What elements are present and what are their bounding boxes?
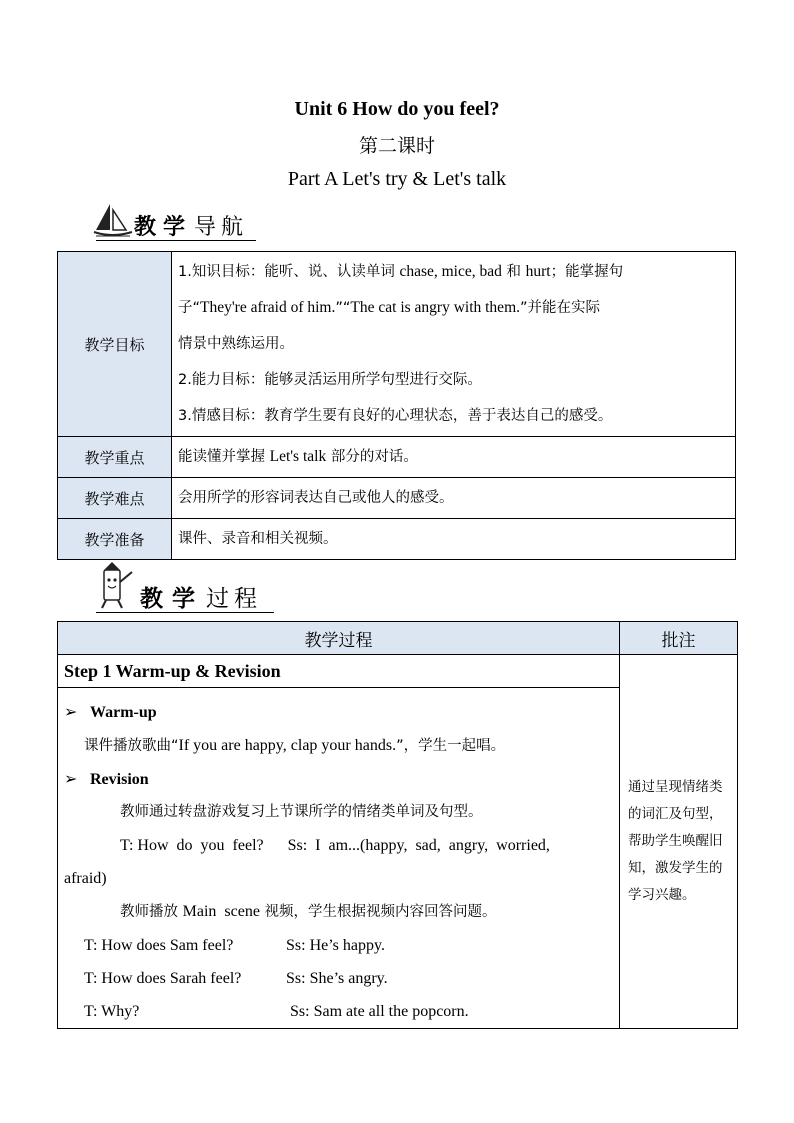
qa-line: T: Why? Ss: Sam ate all the popcorn.: [84, 1003, 469, 1020]
qa-line: T: How does Sam feel? Ss: He’s happy.: [84, 937, 385, 954]
sailboat-icon: [92, 200, 136, 240]
goal-line: 情景中熟练运用。: [178, 336, 294, 352]
pencil-character-icon: [92, 562, 136, 612]
banner-char: 航: [221, 215, 245, 240]
row-label: 教学重点: [58, 437, 172, 478]
banner-teaching-nav: [92, 200, 262, 244]
warmup-line: 课件播放歌曲“If you are happy, clap your hands.”，学生一起唱。: [84, 737, 506, 754]
dialog-line: T: How do you feel? Ss: I am...(happy, sad, angry, worried,: [120, 837, 550, 854]
warmup-heading: ➢ Warm-up: [64, 696, 613, 729]
banner-underline: [96, 240, 256, 241]
banner-char: 学: [172, 586, 196, 612]
step-title: Step 1 Warm-up & Revision: [58, 655, 620, 688]
column-header-notes: 批注: [620, 622, 738, 655]
row-label: 教学准备: [58, 519, 172, 560]
row-label: 教学目标: [58, 252, 172, 437]
banner-underline: [96, 612, 274, 613]
banner-char: 教: [140, 586, 164, 612]
goal-line: 2.能力目标：能够灵活运用所学句型进行交际。: [178, 372, 482, 388]
step-body: [58, 688, 620, 1029]
table-row: [58, 519, 736, 560]
arrow-bullet-icon: ➢: [64, 771, 78, 788]
unit-title: Unit 6 How do you feel?: [294, 98, 500, 120]
goal-line: 子“They're afraid of him.”“The cat is angry with them.”并能在实际: [178, 299, 601, 316]
annotation-note: 通过呈现情绪类的词汇及句型，帮助学生唤醒旧知，激发学生的学习兴趣。: [620, 655, 738, 1029]
goal-line: 1.知识目标：能听、说、认读单词 chase, mice, bad 和 hurt；能掌握句: [178, 263, 624, 280]
lesson-number: 第二课时: [358, 135, 435, 157]
teaching-goals-table: [57, 251, 736, 560]
teaching-process-table: [57, 621, 738, 1029]
preparation: 课件、录音和相关视频。: [172, 519, 736, 560]
difficult-points: 会用所学的形容词表达自己或他人的感受。: [172, 478, 736, 519]
key-points: 能读懂并掌握 Let's talk 部分的对话。: [172, 437, 736, 478]
table-row: [58, 437, 736, 478]
revision-intro: 教师通过转盘游戏复习上节课所学的情绪类单词及句型。: [120, 804, 483, 820]
banner-char: 程: [234, 586, 258, 612]
qa-line: T: How does Sarah feel? Ss: She’s angry.: [84, 970, 388, 987]
table-header-row: [58, 622, 738, 655]
table-row: [58, 655, 738, 688]
banner-char: 导: [194, 215, 218, 240]
part-title: Part A Let's try & Let's talk: [287, 168, 507, 190]
row-label: 教学难点: [58, 478, 172, 519]
column-header-process: 教学过程: [58, 622, 620, 655]
dialog-line-continued: afraid): [64, 870, 107, 887]
arrow-bullet-icon: ➢: [64, 704, 78, 721]
banner-teaching-process: [92, 562, 282, 614]
banner-char: 过: [206, 586, 230, 612]
table-row: [58, 252, 736, 437]
goals-content: [172, 252, 736, 437]
banner-char: 学: [163, 215, 187, 240]
banner-char: 教: [134, 215, 158, 240]
revision-heading: ➢ Revision: [64, 763, 613, 796]
table-row: [58, 478, 736, 519]
goal-line: 3.情感目标：教育学生要有良好的心理状态，善于表达自己的感受。: [178, 408, 613, 424]
video-line: 教师播放 Main scene 视频，学生根据视频内容回答问题。: [120, 903, 497, 920]
